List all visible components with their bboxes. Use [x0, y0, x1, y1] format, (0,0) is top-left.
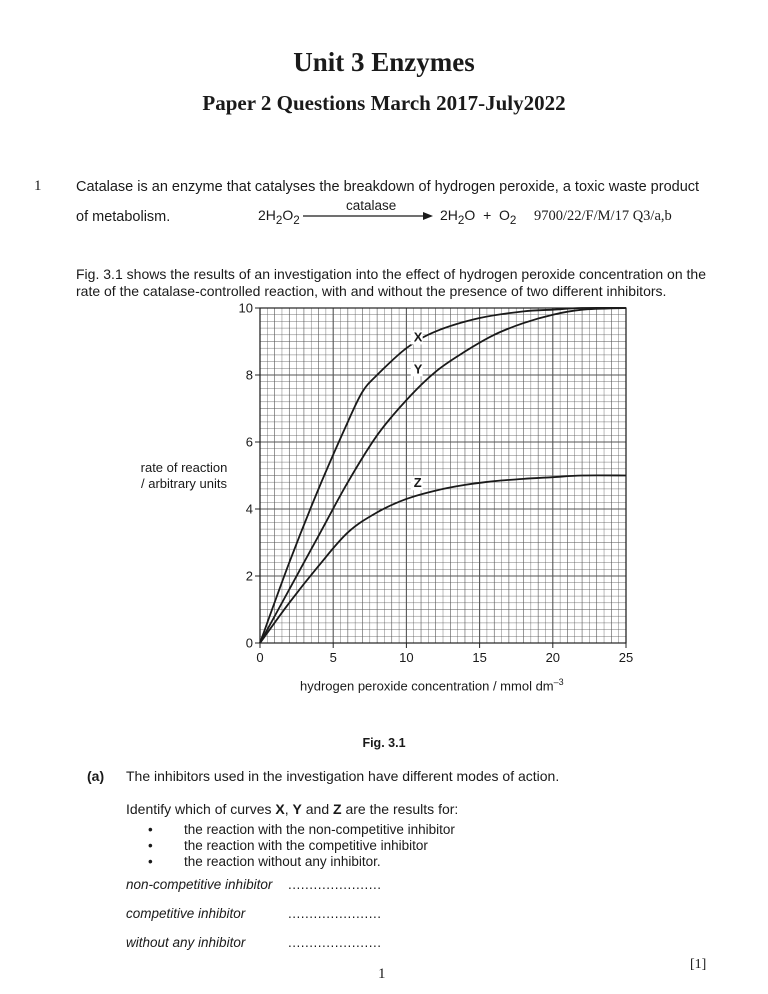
answer-field-non-competitive[interactable]: ...................... [288, 877, 382, 892]
x-tick-label: 5 [329, 650, 337, 665]
equation-reactant: $2H_2O_2$ [258, 207, 300, 227]
chart-x-axis-label: hydrogen peroxide concentration / mmol $dm^{-3}$ [300, 677, 564, 694]
question-intro-line2: of metabolism. [76, 209, 171, 225]
chart-y-axis-label: rate of reaction / arbitrary units [140, 460, 228, 491]
part-a-label: (a) [87, 768, 105, 784]
x-tick-label: 10 [399, 650, 414, 665]
x-tick-label: 15 [472, 650, 487, 665]
answer-label-competitive: competitive inhibitor [126, 906, 246, 921]
bullet-item: • the reaction without any inhibitor. [148, 854, 381, 869]
y-tick-label: 6 [245, 434, 253, 450]
y-tick-label: 8 [245, 367, 253, 383]
part-a-text: The inhibitors used in the investigation have different modes of action. [126, 768, 560, 784]
x-tick-label: 20 [545, 650, 561, 665]
answer-label-non-competitive: non-competitive inhibitor [126, 877, 273, 892]
question-intro-line1: Catalase is an enzyme that catalyses the breakdown of hydrogen peroxide, a toxic waste product [76, 179, 700, 195]
page-title: Unit 3 Enzymes [293, 47, 475, 77]
bullet-item: • the reaction with the non-competitive inhibitor [148, 822, 455, 837]
x-tick-label: 0 [256, 650, 264, 665]
answer-field-competitive[interactable]: ...................... [288, 906, 382, 921]
equation-enzyme-label: catalase [346, 198, 397, 213]
bullet-item: • the reaction with the competitive inhibitor [148, 838, 428, 853]
answer-field-no-inhibitor[interactable]: ...................... [288, 935, 382, 950]
equation-products: $2H_2O + O_2$ [440, 207, 517, 227]
curve-label-x: X [413, 329, 423, 345]
question-reference: 9700/22/F/M/17 Q3/a,b [534, 208, 672, 224]
y-tick-label: 0 [245, 635, 253, 651]
y-tick-label: 10 [238, 300, 253, 316]
curve-label-z: Z [413, 475, 422, 491]
x-tick-label: 25 [618, 650, 634, 665]
question-number: 1 [34, 178, 42, 194]
question-description: Fig. 3.1 shows the results of an investigation into the effect of hydrogen peroxide concentration on the rate of the catalase-controlled reaction, with and without the presence of two different inhibitors. [76, 266, 706, 299]
curve-label-y: Y [413, 361, 423, 377]
y-tick-label: 4 [245, 501, 253, 517]
answer-label-no-inhibitor: without any inhibitor [126, 935, 246, 950]
page-subtitle: Paper 2 Questions March 2017-July2022 [202, 91, 566, 115]
page-number: 1 [378, 966, 386, 982]
y-tick-label: 2 [245, 568, 253, 584]
figure-caption: Fig. 3.1 [362, 736, 406, 750]
marks-indicator: [1] [690, 957, 707, 972]
part-a-identify-instruction: Identify which of curves X, Y and Z are the results for: [126, 801, 459, 817]
